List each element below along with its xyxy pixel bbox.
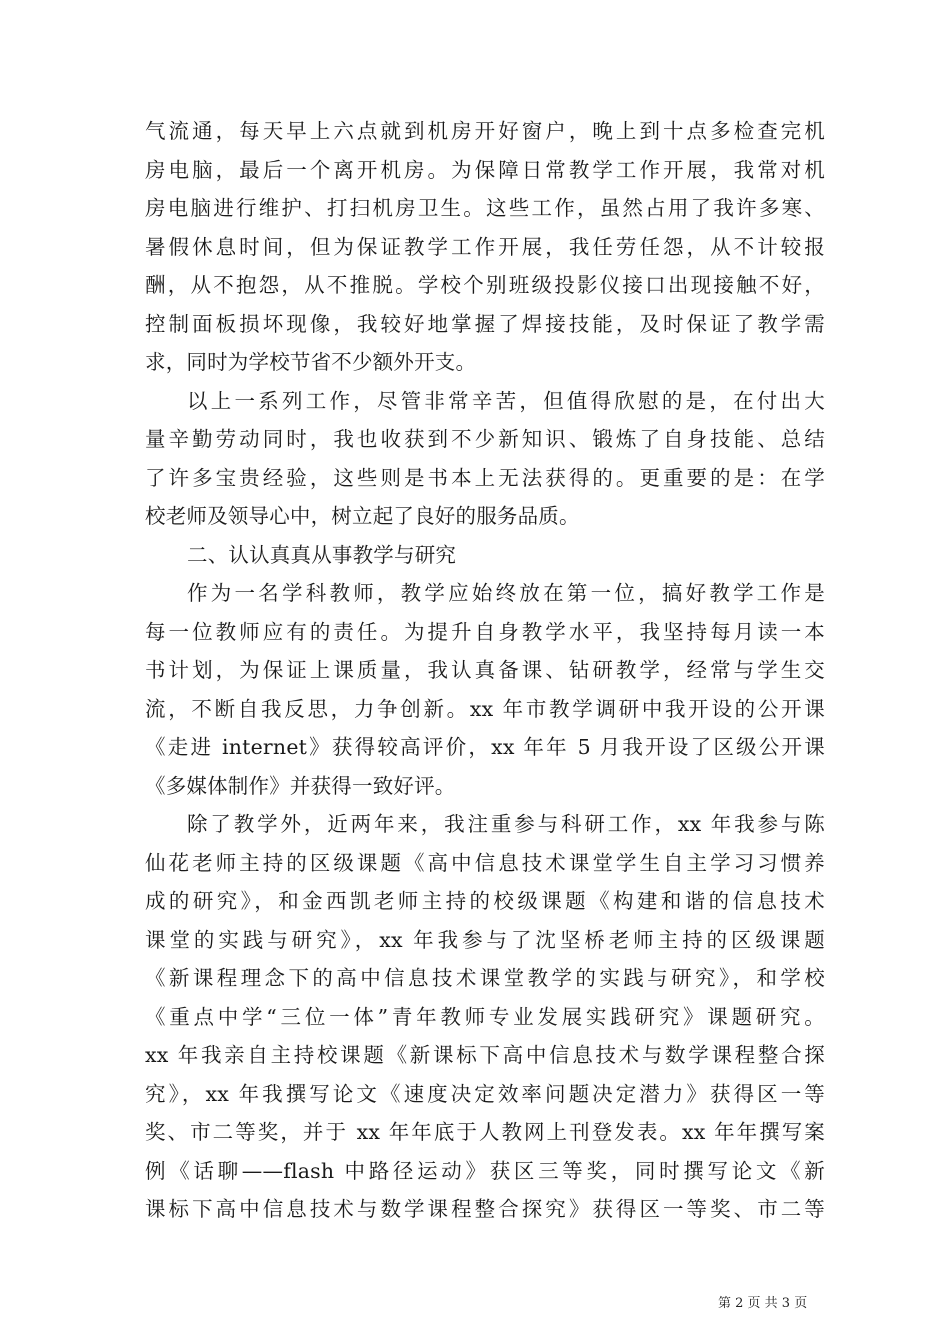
text-line: 以上一系列工作，尽管非常辛苦，但值得欣慰的是，在付出大 [187,388,825,413]
body-text [145,112,825,1229]
text-line: xx 年我亲自主持校课题《新课标下高中信息技术与数学课程整合探 [145,1043,825,1067]
text-line: 课堂的实践与研究》，xx 年我参与了沈坚桥老师主持的区级课题 [145,927,825,952]
text-line: 书计划，为保证上课质量，我认真备课、钻研教学，经常与学生交 [145,658,825,682]
text-line: 了许多宝贵经验，这些则是书本上无法获得的。更重要的是：在学 [145,465,825,490]
text-line: 气流通，每天早上六点就到机房开好窗户，晚上到十点多检查完机 [145,119,825,143]
text-line: 《走进 internet》获得较高评价，xx 年年 5 月我开设了区级公开课 [145,735,825,759]
text-line: 仙花老师主持的区级课题《高中信息技术课堂学生自主学习习惯养 [145,850,825,875]
text-line: 《多媒体制作》并获得一致好评。 [145,773,456,798]
text-line: 除了教学外，近两年来，我注重参与科研工作，xx 年我参与陈 [187,812,825,836]
text-line: 奖、市二等奖，并于 xx 年年底于人教网上刊登发表。xx 年年撰写案 [145,1120,825,1144]
text-line: 暑假休息时间，但为保证教学工作开展，我任劳任怨，从不计较报 [145,234,825,259]
text-line: 作为一名学科教师，教学应始终放在第一位，搞好教学工作是 [187,581,825,605]
text-line: 成的研究》，和金西凯老师主持的校级课题《构建和谐的信息技术 [145,889,825,913]
text-line: 《重点中学“三位一体”青年教师专业发展实践研究》课题研究。 [145,1004,825,1029]
text-line: 量辛勤劳动同时，我也收获到不少新知识、锻炼了自身技能、总结 [145,427,825,451]
text-line: 控制面板损坏现像，我较好地掌握了焊接技能，及时保证了教学需 [145,311,825,336]
text-line: 酬，从不抱怨，从不推脱。学校个别班级投影仪接口出现接触不好， [145,273,825,297]
text-line: 房电脑，最后一个离开机房。为保障日常教学工作开展，我常对机 [145,157,825,182]
text-line: 校老师及领导心中，树立起了良好的服务品质。 [145,504,580,528]
text-line: 《新课程理念下的高中信息技术课堂教学的实践与研究》，和学校 [145,966,825,990]
text-line: 究》，xx 年我撰写论文《速度决定效率问题决定潜力》获得区一等 [145,1081,825,1106]
text-line: 例《话聊——flash 中路径运动》获区三等奖，同时撰写论文《新 [145,1158,825,1183]
text-line: 求，同时为学校节省不少额外开支。 [145,350,477,374]
text-line: 流，不断自我反思，力争创新。xx 年市教学调研中我开设的公开课 [145,696,825,721]
text-line: 二、认认真真从事教学与研究 [187,542,457,567]
text-line: 房电脑进行维护、打扫机房卫生。这些工作，虽然占用了我许多寒、 [145,196,825,220]
text-line: 课标下高中信息技术与数学课程整合探究》获得区一等奖、市二等 [145,1197,825,1221]
text-line: 每一位教师应有的责任。为提升自身教学水平，我坚持每月读一本 [145,619,825,644]
page-footer: 第 2 页 共 3 页 [718,1296,808,1311]
